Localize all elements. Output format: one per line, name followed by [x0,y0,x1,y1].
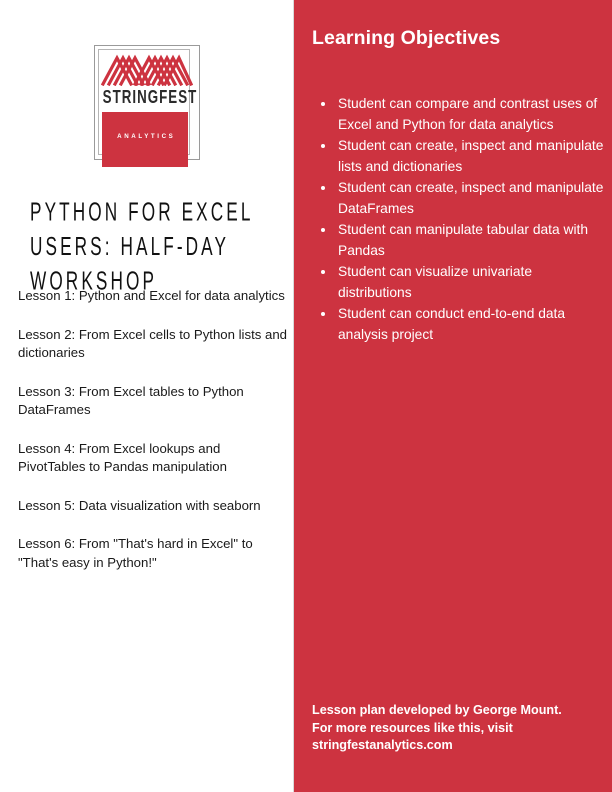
bullet-icon [321,186,325,190]
list-item: Lesson 2: From Excel cells to Python lists and dictionaries [18,326,287,360]
list-item [318,262,606,303]
list-item-label: Student can conduct end-to-end data analysis project [338,306,566,342]
list-item-label: Student can create, inspect and manipulate DataFrames [338,180,604,216]
page-title [30,196,255,300]
footer-line-2: For more resources like this, visit [312,720,513,735]
logo-subword: ANALYTICS [117,133,176,140]
lesson-list [18,287,290,592]
list-item [318,220,606,261]
chevron-icon [101,38,193,86]
logo-inner-frame [98,49,198,155]
bullet-icon [321,270,325,274]
list-item-label: Student can visualize univariate distributions [338,264,533,300]
list-item: Lesson 4: From Excel lookups and PivotTables to Pandas manipulation [18,440,227,474]
stringfest-analytics-logo [88,36,200,160]
footer-line-1: Lesson plan developed by George Mount. [312,703,562,717]
bullet-icon [321,144,325,148]
list-item [318,304,606,345]
logo-red-block [102,112,188,167]
objectives-list [318,94,606,346]
list-item-label: Student can manipulate tabular data with Pandas [338,222,589,258]
learning-objectives-panel [293,0,612,792]
list-item: Lesson 6: From "That's hard in Excel" to "That's easy in Python!" [18,536,253,570]
list-item-label: Student can create, inspect and manipulate lists and dictionaries [338,138,604,174]
list-item: Lesson 5: Data visualization with seaborn [18,497,261,513]
page-title-line-2: USERS: HALF-DAY [30,233,230,262]
bullet-icon [321,102,325,106]
list-item: Lesson 1: Python and Excel for data analytics [18,288,285,303]
left-column [0,0,293,792]
list-item [318,178,606,219]
page-title-line-1: PYTHON FOR EXCEL [30,198,254,227]
list-item: Lesson 3: From Excel tables to Python DataFrames [18,383,244,417]
bullet-icon [321,312,325,316]
footer-website: stringfestanalytics.com [312,738,453,752]
objectives-heading: Learning Objectives [312,27,501,49]
list-item [318,94,606,135]
bullet-icon [321,228,325,232]
list-item [318,136,606,177]
logo-wordmark: STRINGFEST [102,88,198,108]
page-title-line-3: WORKSHOP [30,267,158,296]
footer-credit [312,702,602,755]
list-item-label: Student can compare and contrast uses of Excel and Python for data analytics [338,96,598,132]
